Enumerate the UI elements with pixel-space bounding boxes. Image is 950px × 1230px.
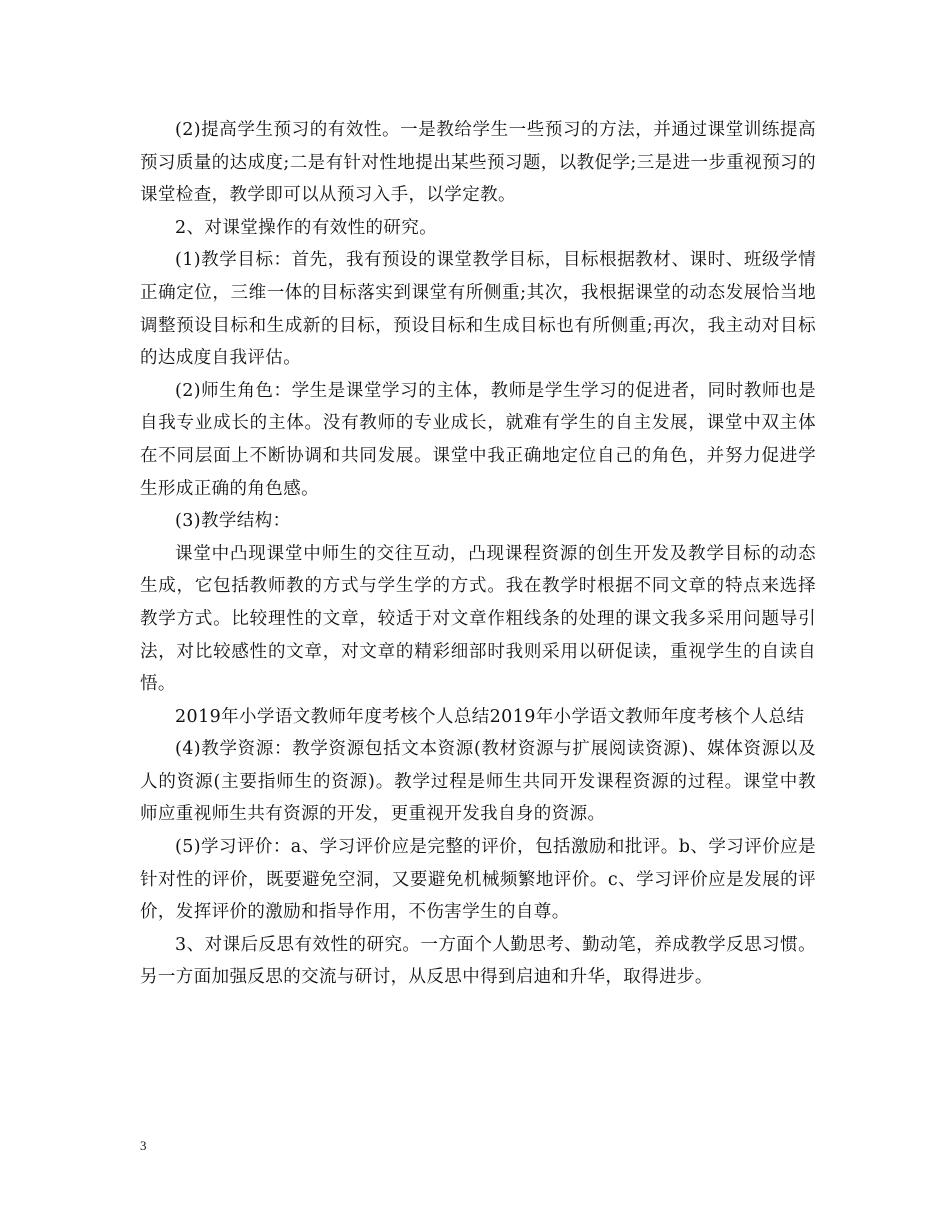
paragraph-teacher-student-roles: (2)师生角色：学生是课堂学习的主体，教师是学生学习的促进者，同时教师也是自我专业成长的主体。没有教师的专业成长，就难有学生的自主发展，课堂中双主体在不同层面上不断协调和共同发展。课堂中我正确地定位自己的角色，并努力促进学生形成正确的角色感。 [140,380,816,499]
paragraph-reflection-research: 3、对课后反思有效性的研究。一方面个人勤思考、勤动笔，养成教学反思习惯。另一方面加强反思的交流与研讨，从反思中得到启迪和升华，取得进步。 [140,934,816,988]
paragraph-teaching-goals: (1)教学目标：首先，我有预设的课堂教学目标，目标根据教材、课时、班级学情正确定位，三维一体的目标落实到课堂有所侧重;其次，我根据课堂的动态发展恰当地调整预设目标和生成新的目标，预设目标和生成目标也有所侧重;再次，我主动对目标的达成度自我评估。 [140,250,816,369]
paragraph-learning-evaluation: (5)学习评价：a、学习评价应是完整的评价，包括激励和批评。b、学习评价应是针对性的评价，既要避免空洞，又要避免机械频繁地评价。c、学习评价应是发展的评价，发挥评价的激励和指导作用，不伤害学生的自尊。 [140,837,816,923]
paragraph-teaching-resources: (4)教学资源：教学资源包括文本资源(教材资源与扩展阅读资源)、媒体资源以及人的资源(主要指师生的资源)。教学过程是师生共同开发课程资源的过程。课堂中教师应重视师生共有资源的开发，更重视开发我自身的资源。 [140,739,816,825]
document-body [140,114,816,994]
paragraph-preview-effectiveness: (2)提高学生预习的有效性。一是教给学生一些预习的方法，并通过课堂训练提高预习质量的达成度;二是有针对性地提出某些预习题，以教促学;三是进一步重视预习的课堂检查，教学即可以从预习入手，以学定教。 [140,120,816,206]
paragraph-summary-title: 2019年小学语文教师年度考核个人总结2019年小学语文教师年度考核个人总结 [175,706,805,727]
page-number: 3 [140,1138,147,1153]
paragraph-teaching-structure-heading: (3)教学结构： [175,511,291,532]
paragraph-section-2-heading: 2、对课堂操作的有效性的研究。 [175,217,438,238]
paragraph-teaching-structure: 课堂中凸现课堂中师生的交往互动，凸现课程资源的创生开发及教学目标的动态生成，它包括教师教的方式与学生学的方式。我在教学时根据不同文章的特点来选择教学方式。比较理性的文章，较适于对文章作粗线条的处理的课文我多采用问题导引法，对比较感性的文章，对文章的精彩细部时我则采用以研促读，重视学生的自读自悟。 [140,543,816,695]
